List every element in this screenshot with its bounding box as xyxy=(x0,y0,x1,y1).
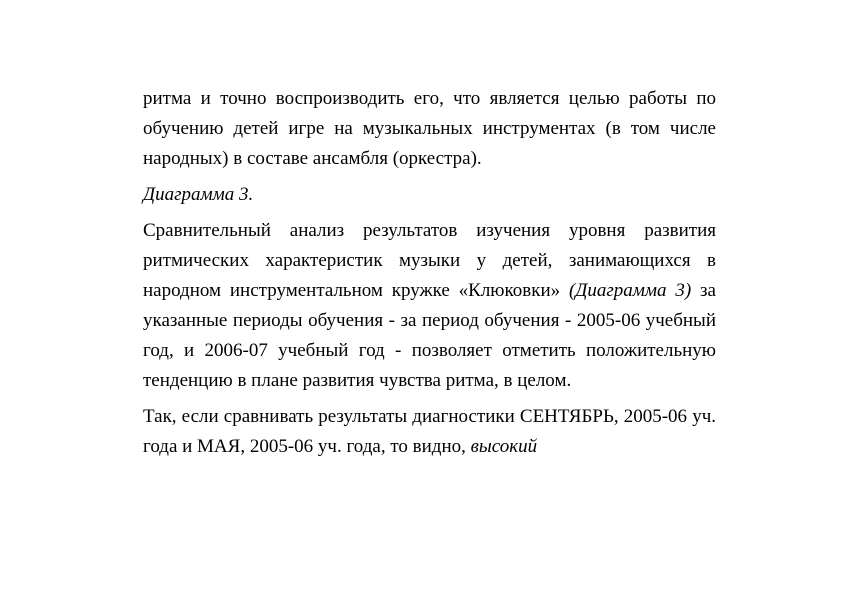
paragraph-2-text-end: за указанные периоды обучения - за период обучения - 2005-06 учебный год, и 2006-07 учебный год - позволяет отметить положительную тенденцию в плане развития чувства ритма, в целом. xyxy=(143,280,716,391)
diagram-caption-text: Диаграмма 3. xyxy=(143,184,254,205)
document-page xyxy=(143,84,716,462)
paragraph-3-text: Так, если сравнивать результаты диагностики СЕНТЯБРЬ, 2005-06 уч. года и МАЯ, 2005-06 уч. года, то видно, xyxy=(143,406,716,457)
paragraph-2-text-start: Сравнительный анализ результатов изучения уровня развития ритмических характеристик музыки у детей, занимающихся в народном инструментальном кружке «Клюковки» xyxy=(143,220,716,301)
paragraph-2 xyxy=(143,216,716,396)
paragraph-1 xyxy=(143,84,716,174)
diagram-caption xyxy=(143,180,716,210)
diagram-reference: (Диаграмма 3) xyxy=(568,280,692,301)
paragraph-3 xyxy=(143,402,716,462)
paragraph-1-text: ритма и точно воспроизводить его, что является целью работы по обучению детей игре на музыкальных инструментах (в том числе народных) в составе ансамбля (оркестра). xyxy=(143,88,716,169)
paragraph-3-italic-word: высокий xyxy=(470,436,538,457)
